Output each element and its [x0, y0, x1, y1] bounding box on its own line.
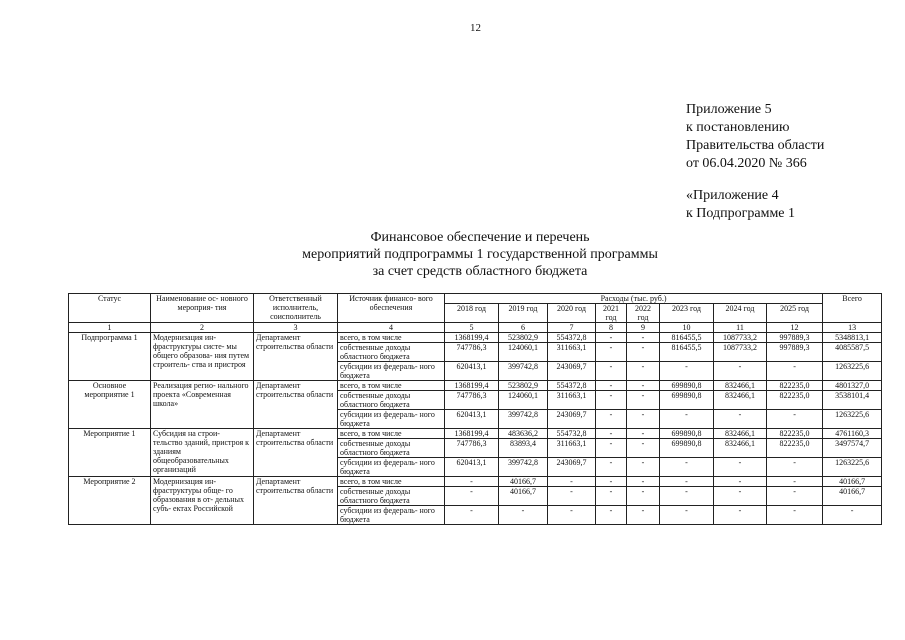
expense-cell: 1368199,4	[445, 333, 499, 343]
expense-cell: -	[660, 487, 714, 506]
group-name: Модернизация ин- фраструктуры обще- го образования в от- дельных субъ- ектах Российской	[151, 477, 254, 525]
expense-cell: 699890,8	[660, 391, 714, 410]
header-year: 2019 год	[499, 304, 548, 323]
group-executor: Департамент строительства области	[254, 477, 338, 525]
expense-cell: -	[596, 429, 627, 439]
expense-cell: 554732,8	[548, 429, 596, 439]
expense-cell: -	[596, 410, 627, 429]
expense-cell: -	[596, 487, 627, 506]
expense-cell: -	[627, 343, 660, 362]
expense-cell: -	[627, 381, 660, 391]
group-status: Подпрограмма 1	[69, 333, 151, 381]
expense-cell: 747786,3	[445, 343, 499, 362]
group-name: Модернизация ин- фраструктуры систе- мы общего образова- ния путем строитель- ства и пристроя	[151, 333, 254, 381]
expense-cell: 699890,8	[660, 381, 714, 391]
expense-cell: -	[714, 477, 767, 487]
column-number: 5	[445, 323, 499, 333]
appendix-line: от 06.04.2020 № 366	[686, 156, 807, 171]
expense-cell: -	[548, 506, 596, 525]
expense-cell: -	[714, 362, 767, 381]
column-number: 10	[660, 323, 714, 333]
title-line: мероприятий подпрограммы 1 государственной программы	[302, 247, 658, 262]
expense-cell: -	[660, 506, 714, 525]
expense-cell: -	[445, 477, 499, 487]
expense-cell: 822235,0	[767, 439, 823, 458]
expense-cell: 243069,7	[548, 458, 596, 477]
expense-cell: 523802,9	[499, 333, 548, 343]
header-year: 2018 год	[445, 304, 499, 323]
appendix-line: «Приложение 4	[686, 188, 779, 203]
table-row	[69, 429, 882, 439]
expense-cell: 311663,1	[548, 343, 596, 362]
expense-cell: -	[767, 487, 823, 506]
expense-cell: -	[445, 487, 499, 506]
expense-cell: 483636,2	[499, 429, 548, 439]
expense-cell: -	[627, 429, 660, 439]
expense-cell: -	[596, 381, 627, 391]
expense-cell: 1368199,4	[445, 381, 499, 391]
column-number: 12	[767, 323, 823, 333]
expense-cell: -	[714, 506, 767, 525]
funding-source: собственные доходы областного бюджета	[338, 343, 445, 362]
header-status: Статус	[69, 294, 151, 323]
column-number: 9	[627, 323, 660, 333]
header-year: 2020 год	[548, 304, 596, 323]
expense-cell: -	[596, 458, 627, 477]
total-cell: 1263225,6	[823, 410, 882, 429]
header-year: 2021 год	[596, 304, 627, 323]
total-cell: 4085587,5	[823, 343, 882, 362]
group-executor: Департамент строительства области	[254, 429, 338, 477]
expense-cell: -	[548, 477, 596, 487]
header-year: 2022 год	[627, 304, 660, 323]
expense-cell: 40166,7	[499, 477, 548, 487]
group-name: Реализация регио- нального проекта «Современная школа»	[151, 381, 254, 429]
expense-cell: 699890,8	[660, 429, 714, 439]
expense-cell: 620413,1	[445, 458, 499, 477]
expense-cell: 822235,0	[767, 381, 823, 391]
expense-cell: 747786,3	[445, 439, 499, 458]
expense-cell: -	[767, 410, 823, 429]
expense-cell: -	[627, 410, 660, 429]
column-number: 13	[823, 323, 882, 333]
total-cell: 40166,7	[823, 477, 882, 487]
expense-cell: 822235,0	[767, 429, 823, 439]
expense-cell: -	[627, 362, 660, 381]
header-source: Источник финансо- вого обеспечения	[338, 294, 445, 323]
expense-cell: 311663,1	[548, 439, 596, 458]
total-cell: 1263225,6	[823, 458, 882, 477]
expense-cell: 832466,1	[714, 391, 767, 410]
funding-source: всего, в том числе	[338, 333, 445, 343]
total-cell: 4761160,3	[823, 429, 882, 439]
expense-cell: -	[767, 477, 823, 487]
expense-cell: -	[660, 458, 714, 477]
header-expenses: Расходы (тыс. руб.)	[445, 294, 823, 304]
total-cell: -	[823, 506, 882, 525]
total-cell: 4801327,0	[823, 381, 882, 391]
table-row	[69, 477, 882, 487]
funding-source: субсидии из федераль- ного бюджета	[338, 362, 445, 381]
appendix-line: Правительства области	[686, 138, 825, 153]
expense-cell: -	[596, 506, 627, 525]
title-line: Финансовое обеспечение и перечень	[370, 230, 590, 245]
expense-cell: 822235,0	[767, 391, 823, 410]
expense-cell: -	[714, 458, 767, 477]
header-year: 2025 год	[767, 304, 823, 323]
expense-cell: -	[596, 333, 627, 343]
page-number: 12	[470, 22, 481, 34]
expense-cell: 83893,4	[499, 439, 548, 458]
expense-cell: -	[499, 506, 548, 525]
expense-cell: -	[714, 487, 767, 506]
total-cell: 40166,7	[823, 487, 882, 506]
column-number: 6	[499, 323, 548, 333]
column-number: 8	[596, 323, 627, 333]
total-cell: 3497574,7	[823, 439, 882, 458]
table-row	[69, 381, 882, 391]
group-status: Мероприятие 2	[69, 477, 151, 525]
group-name: Субсидия на строи- тельство зданий, пристроя к зданиям общеобразовательных организаций	[151, 429, 254, 477]
expense-cell: 523802,9	[499, 381, 548, 391]
expense-cell: 554372,8	[548, 381, 596, 391]
expense-cell: -	[548, 487, 596, 506]
expense-cell: 620413,1	[445, 362, 499, 381]
expense-cell: 399742,8	[499, 410, 548, 429]
group-executor: Департамент строительства области	[254, 333, 338, 381]
column-number: 3	[254, 323, 338, 333]
expense-cell: 40166,7	[499, 487, 548, 506]
column-number: 11	[714, 323, 767, 333]
total-cell: 1263225,6	[823, 362, 882, 381]
expense-cell: 243069,7	[548, 362, 596, 381]
funding-source: собственные доходы областного бюджета	[338, 391, 445, 410]
appendix-block	[686, 101, 824, 223]
funding-source: субсидии из федераль- ного бюджета	[338, 410, 445, 429]
group-executor: Департамент строительства области	[254, 381, 338, 429]
budget-table	[68, 293, 882, 525]
funding-source: всего, в том числе	[338, 477, 445, 487]
expense-cell: -	[767, 506, 823, 525]
expense-cell: 832466,1	[714, 381, 767, 391]
header-total: Всего	[823, 294, 882, 323]
funding-source: субсидии из федераль- ного бюджета	[338, 506, 445, 525]
expense-cell: 399742,8	[499, 458, 548, 477]
funding-source: собственные доходы областного бюджета	[338, 439, 445, 458]
expense-cell: -	[596, 343, 627, 362]
expense-cell: -	[660, 362, 714, 381]
expense-cell: -	[660, 477, 714, 487]
funding-source: всего, в том числе	[338, 429, 445, 439]
funding-source: всего, в том числе	[338, 381, 445, 391]
expense-cell: -	[445, 506, 499, 525]
expense-cell: 311663,1	[548, 391, 596, 410]
expense-cell: 816455,5	[660, 343, 714, 362]
expense-cell: -	[767, 458, 823, 477]
expense-cell: 1087733,2	[714, 333, 767, 343]
group-status: Основное мероприятие 1	[69, 381, 151, 429]
header-name: Наименование ос- новного мероприя- тия	[151, 294, 254, 323]
expense-cell: -	[627, 439, 660, 458]
total-cell: 3538101,4	[823, 391, 882, 410]
header-year: 2024 год	[714, 304, 767, 323]
appendix-line: к Подпрограмме 1	[686, 206, 796, 221]
expense-cell: -	[627, 487, 660, 506]
expense-cell: -	[596, 362, 627, 381]
expense-cell: 620413,1	[445, 410, 499, 429]
expense-cell: 399742,8	[499, 362, 548, 381]
expense-cell: 997889,3	[767, 333, 823, 343]
expense-cell: 699890,8	[660, 439, 714, 458]
expense-cell: 832466,1	[714, 429, 767, 439]
document-title	[200, 229, 760, 280]
expense-cell: 124060,1	[499, 391, 548, 410]
header-year: 2023 год	[660, 304, 714, 323]
appendix-line: к постановлению	[686, 120, 790, 135]
total-cell: 5348813,1	[823, 333, 882, 343]
expense-cell: -	[596, 391, 627, 410]
column-number: 4	[338, 323, 445, 333]
table-body	[69, 333, 882, 525]
expense-cell: 747786,3	[445, 391, 499, 410]
expense-cell: 832466,1	[714, 439, 767, 458]
expense-cell: 1087733,2	[714, 343, 767, 362]
funding-source: субсидии из федераль- ного бюджета	[338, 458, 445, 477]
expense-cell: -	[660, 410, 714, 429]
column-number: 1	[69, 323, 151, 333]
funding-source: собственные доходы областного бюджета	[338, 487, 445, 506]
expense-cell: -	[627, 333, 660, 343]
table-row	[69, 333, 882, 343]
expense-cell: -	[596, 439, 627, 458]
expense-cell: -	[767, 362, 823, 381]
expense-cell: -	[627, 506, 660, 525]
expense-cell: 554372,8	[548, 333, 596, 343]
group-status: Мероприятие 1	[69, 429, 151, 477]
column-number: 7	[548, 323, 596, 333]
appendix-line: Приложение 5	[686, 102, 772, 117]
expense-cell: -	[714, 410, 767, 429]
expense-cell: -	[627, 477, 660, 487]
column-number: 2	[151, 323, 254, 333]
expense-cell: -	[627, 391, 660, 410]
expense-cell: 1368199,4	[445, 429, 499, 439]
expense-cell: -	[596, 477, 627, 487]
expense-cell: 124060,1	[499, 343, 548, 362]
header-executor: Ответственный исполнитель, соисполнитель	[254, 294, 338, 323]
title-line: за счет средств областного бюджета	[372, 264, 588, 279]
expense-cell: 243069,7	[548, 410, 596, 429]
expense-cell: 997889,3	[767, 343, 823, 362]
expense-cell: 816455,5	[660, 333, 714, 343]
expense-cell: -	[627, 458, 660, 477]
